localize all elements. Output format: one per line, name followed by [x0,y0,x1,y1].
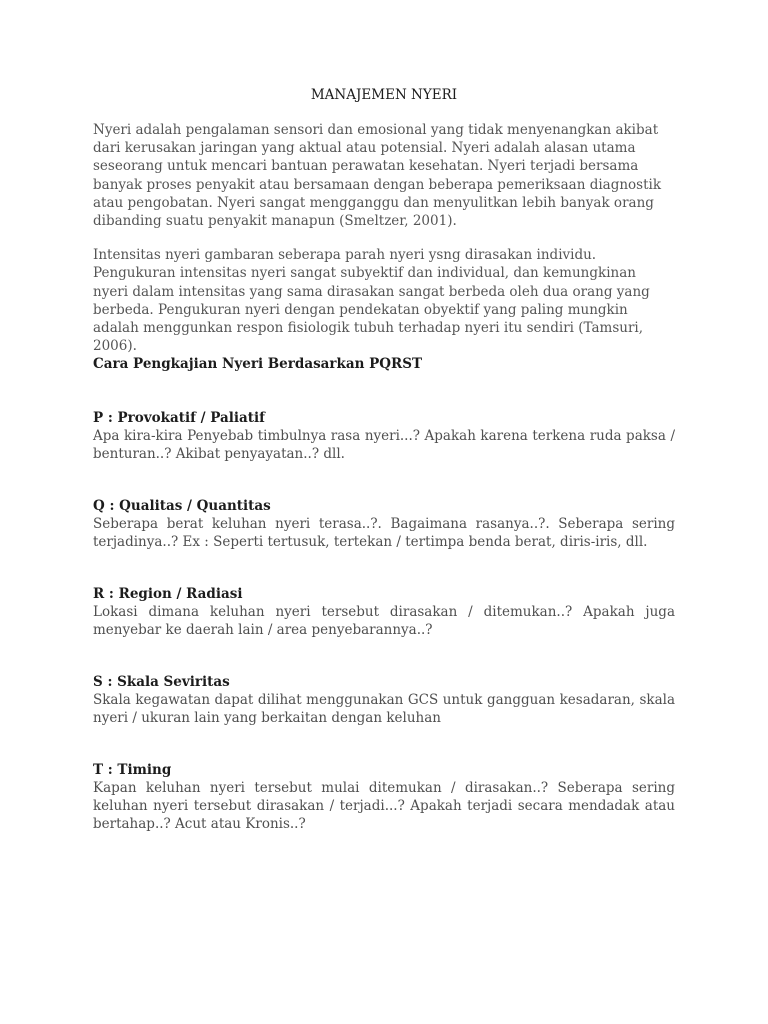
section-body: Skala kegawatan dapat dilihat menggunakan GCS untuk gangguan kesadaran, skala nyeri / ukuran lain yang berkaitan dengan keluhan [93,692,675,727]
section-body: Lokasi dimana keluhan nyeri tersebut dirasakan / ditemukan..? Apakah juga menyebar ke daerah lain / area penyebarannya..? [93,604,675,639]
pqrst-subheading: Cara Pengkajian Nyeri Berdasarkan PQRST [93,356,423,373]
section-t [93,761,675,833]
section-body: Seberapa berat keluhan nyeri terasa..?. Bagaimana rasanya..?. Seberapa sering terjadinya..? Ex : Seperti tertusuk, tertekan / tertimpa benda berat, diris-iris, dll. [93,516,675,551]
intro-paragraph: Nyeri adalah pengalaman sensori dan emosional yang tidak menyenangkan akibat dari kerusakan jaringan yang aktual atau potensial. Nyeri adalah alasan utama seseorang untuk mencari bantuan perawatan kesehatan. Nyeri terjadi bersama banyak proses penyakit atau bersamaan dengan beberapa pemeriksaan diagnostik atau pengobatan. Nyeri sangat mengganggu dan menyulitkan lebih banyak orang dibanding suatu penyakit manapun (Smeltzer, 2001). [93,122,662,230]
document-content [93,85,675,833]
section-heading: T : Timing [93,762,172,779]
section-body: Apa kira-kira Penyebab timbulnya rasa nyeri...? Apakah karena terkena ruda paksa / benturan..? Akibat penyayatan..? dll. [93,428,675,463]
section-heading: S : Skala Seviritas [93,674,230,691]
section-s [93,673,675,727]
section-heading: P : Provokatif / Paliatif [93,410,265,427]
section-r [93,585,675,639]
document-title: MANAJEMEN NYERI [310,87,458,103]
section-q [93,497,675,551]
section-heading: R : Region / Radiasi [93,586,243,603]
section-body: Kapan keluhan nyeri tersebut mulai ditemukan / dirasakan..? Seberapa sering keluhan nyeri tersebut dirasakan / terjadi...? Apakah terjadi secara mendadak atau bertahap..? Acut atau Kronis..? [93,780,675,833]
section-heading: Q : Qualitas / Quantitas [93,498,271,515]
section-p [93,409,675,463]
intensity-paragraph: Intensitas nyeri gambaran seberapa parah nyeri ysng dirasakan individu. Pengukuran intensitas nyeri sangat subyektif dan individual, dan kemungkinan nyeri dalam intensitas yang sama dirasakan sangat berbeda oleh dua orang yang berbeda. Pengukuran nyeri dengan pendekatan obyektif yang paling mungkin adalah menggunkan respon fisiologik tubuh terhadap nyeri itu sendiri (Tamsuri, 2006). [93,247,650,355]
